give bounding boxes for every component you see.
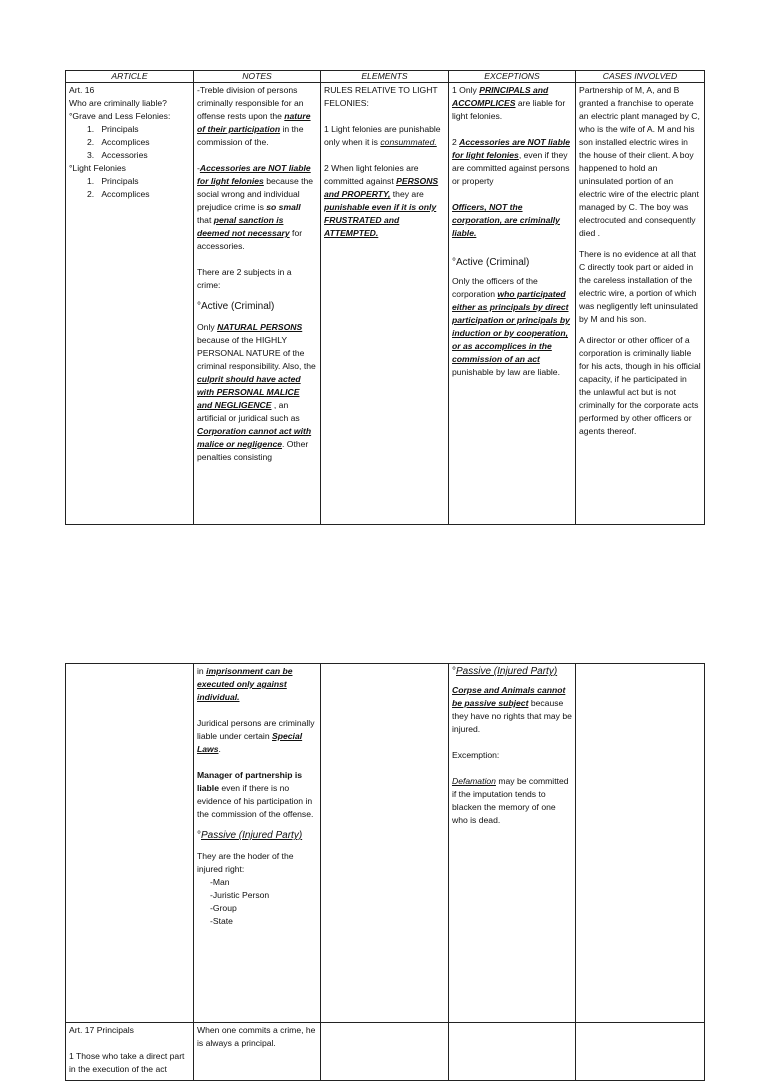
exceptions-paragraph: 1 Only PRINCIPALS and ACCOMPLICES are liable for light felonies. (452, 85, 566, 121)
list-item: -Man (210, 877, 230, 887)
exceptions-paragraph: Corpse and Animals cannot be passive subject because they have no rights that may be injured. (452, 685, 572, 734)
notes-cell (194, 83, 321, 525)
article-title: Art. 16 (69, 85, 95, 95)
elements-cell (321, 664, 449, 1023)
notes-paragraph: Manager of partnership is liable even if there is no evidence of his participation in the commission of the offense. (197, 770, 314, 819)
header-row (66, 71, 705, 83)
light-heading: °Light Felonies (69, 163, 126, 173)
header-article: ARTICLE (66, 71, 194, 83)
page-1-table (65, 70, 705, 525)
notes-paragraph: -Treble division of persons criminally responsible for an offense rests upon the nature of their participation in the commission of the. (197, 85, 311, 147)
table-row (66, 1023, 705, 1081)
page-2-table (65, 663, 705, 1081)
elements-paragraph: RULES RELATIVE TO LIGHT FELONIES: (324, 85, 438, 108)
passive-heading: °Passive (Injured Party) (452, 666, 558, 677)
exceptions-paragraph: Only the officers of the corporation who participated either as principals by direct participation or principals by induction or by cooperation, or as accomplices in the commission of an act punishable by law are liable. (452, 276, 570, 377)
list-item: 1. Principals (87, 124, 139, 134)
list-item: 3. Accessories (87, 150, 148, 160)
exceptions-cell (449, 1023, 576, 1081)
exceptions-cell (449, 664, 576, 1023)
passive-heading: °Passive (Injured Party) (197, 830, 303, 841)
exceptions-paragraph: Defamation may be committed if the imputation tends to blacken the memory of one who is dead. (452, 776, 569, 825)
header-exceptions: EXCEPTIONS (449, 71, 576, 83)
notes-paragraph: There are 2 subjects in a crime: (197, 267, 292, 290)
article-cell (66, 1023, 194, 1081)
list-item: 2. Accomplices (87, 137, 150, 147)
cases-paragraph: There is no evidence at all that C directly took part or aided in the careless installation of the electric wire, a portion of which was negligently left uninsulated by M and his son. (579, 249, 698, 324)
table-row (66, 83, 705, 525)
active-heading: °Active (Criminal) (197, 301, 275, 312)
elements-cell (321, 83, 449, 525)
exceptions-paragraph: Officers, NOT the corporation, are criminally liable. (452, 202, 560, 238)
article-cell (66, 83, 194, 525)
header-notes: NOTES (194, 71, 321, 83)
header-cases: CASES INVOLVED (576, 71, 705, 83)
table-row (66, 664, 705, 1023)
exceptions-paragraph: Excemption: (452, 750, 500, 760)
list-item: 2. Accomplices (87, 189, 150, 199)
article-question: Who are criminally liable? (69, 98, 167, 108)
article-cell (66, 664, 194, 1023)
article-title: Art. 17 Principals (69, 1025, 134, 1035)
list-item: -State (210, 916, 233, 926)
elements-paragraph: 2 When light felonies are committed against PERSONS and PROPERTY, they are punishable even if it is only FRUSTRATED and ATTEMPTED. (324, 163, 439, 238)
elements-paragraph: 1 Light felonies are punishable only when it is consummated. (324, 124, 441, 147)
notes-paragraph: They are the hoder of the injured right: (197, 851, 294, 874)
cases-cell (576, 1023, 705, 1081)
list-item: 1. Principals (87, 176, 139, 186)
notes-paragraph: Only NATURAL PERSONS because of the HIGHLY PERSONAL NATURE of the criminal responsibility. Also, the culprit should have acted with PERSONAL MALICE and NEGLIGENCE , an artificial or juridical such as Corporation cannot act with malice or negligence. Other penalties consisting (197, 322, 316, 462)
grave-heading: °Grave and Less Felonies: (69, 111, 171, 121)
list-item: -Group (210, 903, 237, 913)
cases-paragraph: A director or other officer of a corporation is criminally liable for his acts, though in his official capacity, if he participated in the unlawful act but is not criminally for the corporate acts performed by other officers or agents thereof. (579, 335, 701, 436)
active-heading: °Active (Criminal) (452, 257, 530, 268)
notes-cell (194, 664, 321, 1023)
notes-paragraph: Juridical persons are criminally liable under certain Special Laws. (197, 718, 315, 754)
header-elements: ELEMENTS (321, 71, 449, 83)
cases-cell (576, 83, 705, 525)
notes-paragraph: in imprisonment can be executed only against individual. (197, 666, 293, 702)
notes-cell (194, 1023, 321, 1081)
notes-paragraph: -Accessories are NOT liable for light felonies because the social wrong and individual prejudice crime is so small that penal sanction is deemed not necessary for accessories. (197, 163, 314, 251)
cases-cell (576, 664, 705, 1023)
elements-cell (321, 1023, 449, 1081)
notes-paragraph: When one commits a crime, he is always a principal. (197, 1025, 316, 1048)
exceptions-cell (449, 83, 576, 525)
cases-paragraph: Partnership of M, A, and B granted a franchise to operate an electric plant managed by C, who is the wife of A. M and his son installed electric wires in the house of their client. A boy happened to hold an uninsulated portion of an electric wire of the electric plant managed by C. The boy was electrocuted and consequently died . (579, 85, 700, 238)
list-item: -Juristic Person (210, 890, 270, 900)
article-paragraph: 1 Those who take a direct part in the execution of the act (69, 1051, 185, 1074)
exceptions-paragraph: 2 Accessories are NOT liable for light felonies, even if they are committed against persons or property (452, 137, 570, 186)
